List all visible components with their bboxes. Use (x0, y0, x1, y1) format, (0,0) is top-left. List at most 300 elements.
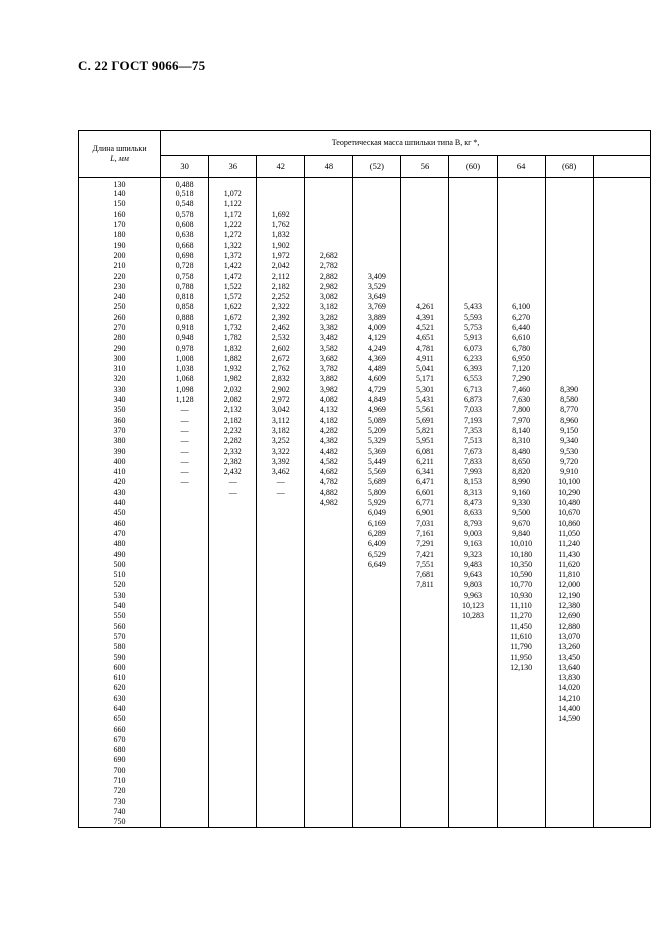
mass-cell (305, 724, 353, 734)
mass-cell: 8,313 (449, 488, 497, 498)
mass-cell: 1,172 (209, 210, 257, 220)
length-cell: 740 (79, 807, 161, 817)
table-row (79, 673, 651, 683)
length-cell: 370 (79, 426, 161, 436)
mass-cell (545, 220, 593, 230)
mass-cell (209, 673, 257, 683)
mass-cell (257, 683, 305, 693)
mass-cell (449, 663, 497, 673)
mass-cell: 6,440 (497, 323, 545, 333)
mass-cell (305, 199, 353, 209)
mass-cell: 2,182 (257, 282, 305, 292)
mass-cell: 4,521 (401, 323, 449, 333)
mass-cell: 1,038 (161, 364, 209, 374)
mass-cell (161, 663, 209, 673)
mass-cell (545, 178, 593, 190)
mass-cell (497, 745, 545, 755)
empty-cell (593, 261, 650, 271)
mass-cell: 7,291 (401, 539, 449, 549)
mass-cell: — (161, 405, 209, 415)
length-cell: 280 (79, 333, 161, 343)
mass-cell (353, 570, 401, 580)
mass-cell (305, 735, 353, 745)
empty-cell (593, 786, 650, 796)
empty-cell (593, 694, 650, 704)
mass-cell (449, 683, 497, 693)
mass-cell: 0,788 (161, 282, 209, 292)
mass-cell: 7,120 (497, 364, 545, 374)
empty-cell (593, 467, 650, 477)
mass-cell (161, 498, 209, 508)
mass-cell: 2,392 (257, 313, 305, 323)
mass-cell (545, 251, 593, 261)
mass-cell (353, 735, 401, 745)
mass-cell: 3,769 (353, 302, 401, 312)
mass-cell (161, 735, 209, 745)
mass-cell: 4,729 (353, 385, 401, 395)
mass-cell (497, 683, 545, 693)
mass-cell: 5,433 (449, 302, 497, 312)
length-column-header (79, 131, 161, 178)
mass-cell (257, 642, 305, 652)
table-row (79, 323, 651, 333)
mass-cell (305, 621, 353, 631)
mass-cell (353, 621, 401, 631)
table-row (79, 302, 651, 312)
mass-cell (305, 683, 353, 693)
length-cell: 300 (79, 354, 161, 364)
mass-cell: 1,272 (209, 230, 257, 240)
mass-cell: 9,340 (545, 436, 593, 446)
mass-cell (305, 663, 353, 673)
mass-cell (401, 735, 449, 745)
mass-cell: 3,462 (257, 467, 305, 477)
empty-cell (593, 313, 650, 323)
mass-cell (305, 178, 353, 190)
mass-cell (209, 745, 257, 755)
empty-cell (593, 704, 650, 714)
mass-cell: 4,009 (353, 323, 401, 333)
mass-cell: 6,270 (497, 313, 545, 323)
mass-cell (353, 251, 401, 261)
empty-cell (593, 364, 650, 374)
mass-cell (449, 755, 497, 765)
length-cell: 620 (79, 683, 161, 693)
length-header-line2: L, мм (110, 154, 129, 163)
mass-cell (545, 292, 593, 302)
mass-cell (449, 230, 497, 240)
length-cell: 390 (79, 446, 161, 456)
mass-cell: 6,873 (449, 395, 497, 405)
empty-cell (593, 560, 650, 570)
table-row (79, 240, 651, 250)
mass-cell (161, 529, 209, 539)
mass-cell (161, 580, 209, 590)
mass-cell (161, 642, 209, 652)
mass-cell: 9,530 (545, 446, 593, 456)
mass-cell: 2,782 (305, 261, 353, 271)
length-cell: 580 (79, 642, 161, 652)
mass-cell: 6,233 (449, 354, 497, 364)
mass-cell (353, 240, 401, 250)
mass-cell (353, 220, 401, 230)
mass-cell: 9,323 (449, 549, 497, 559)
mass-cell: 2,682 (305, 251, 353, 261)
mass-cell (209, 755, 257, 765)
length-cell: 530 (79, 591, 161, 601)
diameter-column-header: (68) (545, 156, 593, 178)
mass-cell (305, 755, 353, 765)
length-cell: 330 (79, 385, 161, 395)
mass-cell (161, 694, 209, 704)
mass-cell: 7,970 (497, 416, 545, 426)
length-cell: 700 (79, 766, 161, 776)
mass-cell: 9,803 (449, 580, 497, 590)
mass-cell (305, 539, 353, 549)
length-cell: 170 (79, 220, 161, 230)
mass-cell (209, 611, 257, 621)
length-cell: 610 (79, 673, 161, 683)
empty-cell (593, 714, 650, 724)
mass-cell (401, 807, 449, 817)
mass-cell (401, 632, 449, 642)
mass-cell: 5,041 (401, 364, 449, 374)
mass-cell (161, 817, 209, 827)
mass-cell (209, 580, 257, 590)
length-cell: 380 (79, 436, 161, 446)
mass-cell (545, 766, 593, 776)
empty-cell (593, 735, 650, 745)
mass-cell (209, 508, 257, 518)
mass-cell: 7,421 (401, 549, 449, 559)
mass-cell: 9,720 (545, 457, 593, 467)
table-row (79, 220, 651, 230)
mass-cell (353, 663, 401, 673)
length-cell: 470 (79, 529, 161, 539)
mass-cell: 1,882 (209, 354, 257, 364)
mass-cell: 2,672 (257, 354, 305, 364)
mass-cell (257, 652, 305, 662)
mass-cell (257, 755, 305, 765)
mass-cell: 2,112 (257, 271, 305, 281)
mass-cell (305, 549, 353, 559)
mass-cell: 4,781 (401, 343, 449, 353)
empty-cell (593, 724, 650, 734)
mass-cell (161, 755, 209, 765)
mass-cell (353, 580, 401, 590)
mass-cell: 4,261 (401, 302, 449, 312)
table-row (79, 797, 651, 807)
table-row (79, 446, 651, 456)
mass-group-header: Теоретическая масса шпильки типа В, кг *, (161, 131, 651, 156)
length-cell: 720 (79, 786, 161, 796)
mass-cell (353, 189, 401, 199)
mass-cell: 8,650 (497, 457, 545, 467)
empty-cell (593, 333, 650, 343)
empty-cell (593, 385, 650, 395)
mass-cell (449, 292, 497, 302)
mass-cell (209, 632, 257, 642)
table-row (79, 549, 651, 559)
mass-cell: 14,020 (545, 683, 593, 693)
mass-cell: 12,000 (545, 580, 593, 590)
mass-cell: 4,132 (305, 405, 353, 415)
empty-cell (593, 591, 650, 601)
diameter-column-header (593, 156, 650, 178)
mass-cell (209, 642, 257, 652)
mass-cell: 4,249 (353, 343, 401, 353)
mass-cell: 5,753 (449, 323, 497, 333)
mass-cell: — (161, 457, 209, 467)
mass-cell: 5,431 (401, 395, 449, 405)
length-cell: 400 (79, 457, 161, 467)
mass-cell: 4,982 (305, 498, 353, 508)
mass-cell: 3,112 (257, 416, 305, 426)
mass-cell (209, 652, 257, 662)
mass-cell: 13,260 (545, 642, 593, 652)
mass-cell (497, 189, 545, 199)
empty-cell (593, 395, 650, 405)
table-row (79, 374, 651, 384)
mass-cell: 7,630 (497, 395, 545, 405)
mass-cell (401, 786, 449, 796)
mass-cell (161, 786, 209, 796)
mass-cell (161, 766, 209, 776)
mass-cell (305, 220, 353, 230)
table-row (79, 395, 651, 405)
mass-cell (257, 704, 305, 714)
length-cell: 230 (79, 282, 161, 292)
mass-cell (161, 611, 209, 621)
length-cell: 420 (79, 477, 161, 487)
mass-cell (545, 189, 593, 199)
table-row (79, 488, 651, 498)
table-row (79, 364, 651, 374)
table-row (79, 230, 651, 240)
mass-cell (161, 714, 209, 724)
mass-cell: 6,211 (401, 457, 449, 467)
mass-cell: 5,089 (353, 416, 401, 426)
mass-cell: 0,728 (161, 261, 209, 271)
length-cell: 480 (79, 539, 161, 549)
empty-cell (593, 488, 650, 498)
mass-cell (449, 282, 497, 292)
mass-cell (545, 240, 593, 250)
mass-cell (449, 199, 497, 209)
table-row (79, 333, 651, 343)
mass-cell (401, 621, 449, 631)
mass-cell (401, 694, 449, 704)
mass-cell (257, 745, 305, 755)
length-cell: 520 (79, 580, 161, 590)
length-cell: 660 (79, 724, 161, 734)
mass-cell (497, 178, 545, 190)
mass-cell (161, 591, 209, 601)
mass-cell (545, 817, 593, 827)
empty-cell (593, 271, 650, 281)
mass-cell (497, 714, 545, 724)
mass-cell (257, 519, 305, 529)
mass-cell: 0,638 (161, 230, 209, 240)
mass-cell (401, 817, 449, 827)
mass-cell (545, 776, 593, 786)
table-row (79, 539, 651, 549)
mass-cell (209, 601, 257, 611)
length-cell: 160 (79, 210, 161, 220)
mass-cell: 3,982 (305, 385, 353, 395)
length-cell: 460 (79, 519, 161, 529)
mass-cell: 5,689 (353, 477, 401, 487)
mass-cell (305, 580, 353, 590)
mass-cell: 9,483 (449, 560, 497, 570)
mass-cell: 11,790 (497, 642, 545, 652)
length-cell: 210 (79, 261, 161, 271)
mass-cell: 2,032 (209, 385, 257, 395)
length-cell: 670 (79, 735, 161, 745)
mass-cell: — (161, 436, 209, 446)
mass-cell: 0,698 (161, 251, 209, 261)
mass-cell (353, 714, 401, 724)
mass-cell (305, 611, 353, 621)
mass-cell (401, 292, 449, 302)
mass-cell: 3,889 (353, 313, 401, 323)
table-row (79, 282, 651, 292)
mass-cell: 2,902 (257, 385, 305, 395)
mass-cell: 4,969 (353, 405, 401, 415)
empty-cell (593, 251, 650, 261)
mass-cell: 5,929 (353, 498, 401, 508)
mass-cell: — (257, 477, 305, 487)
mass-cell: 8,473 (449, 498, 497, 508)
mass-cell: 3,082 (305, 292, 353, 302)
mass-cell (545, 210, 593, 220)
mass-cell: 0,888 (161, 313, 209, 323)
mass-cell: 10,930 (497, 591, 545, 601)
mass-cell: 0,608 (161, 220, 209, 230)
mass-cell (305, 673, 353, 683)
mass-cell: 11,110 (497, 601, 545, 611)
mass-cell: 7,800 (497, 405, 545, 415)
diameter-column-header: 42 (257, 156, 305, 178)
mass-cell: 0,948 (161, 333, 209, 343)
mass-cell (497, 282, 545, 292)
empty-cell (593, 343, 650, 353)
mass-cell: 10,350 (497, 560, 545, 570)
length-cell: 650 (79, 714, 161, 724)
mass-cell: 2,232 (209, 426, 257, 436)
mass-cell: 10,283 (449, 611, 497, 621)
mass-cell (209, 797, 257, 807)
length-cell: 320 (79, 374, 161, 384)
mass-cell (401, 766, 449, 776)
mass-cell (401, 230, 449, 240)
mass-cell (497, 240, 545, 250)
mass-cell: 1,122 (209, 199, 257, 209)
mass-cell: 5,301 (401, 385, 449, 395)
table-row (79, 426, 651, 436)
mass-cell: 3,782 (305, 364, 353, 374)
mass-cell: 4,609 (353, 374, 401, 384)
mass-cell (449, 251, 497, 261)
mass-cell: 2,382 (209, 457, 257, 467)
table-row (79, 405, 651, 415)
empty-cell (593, 580, 650, 590)
mass-cell (401, 271, 449, 281)
mass-cell (401, 745, 449, 755)
mass-cell (257, 694, 305, 704)
mass-cell (305, 766, 353, 776)
mass-cell (545, 354, 593, 364)
mass-cell: 4,782 (305, 477, 353, 487)
mass-cell: 5,569 (353, 467, 401, 477)
table-row (79, 735, 651, 745)
mass-cell: 1,832 (257, 230, 305, 240)
mass-cell: 1,472 (209, 271, 257, 281)
empty-cell (593, 745, 650, 755)
mass-cell: 7,353 (449, 426, 497, 436)
mass-cell: 3,322 (257, 446, 305, 456)
mass-cell (545, 755, 593, 765)
mass-cell (449, 724, 497, 734)
mass-cell (545, 343, 593, 353)
stud-mass-table (78, 130, 651, 828)
mass-cell (257, 591, 305, 601)
mass-cell: 2,832 (257, 374, 305, 384)
mass-cell (545, 333, 593, 343)
mass-cell: 14,400 (545, 704, 593, 714)
mass-cell (449, 776, 497, 786)
mass-cell (545, 724, 593, 734)
mass-cell (353, 797, 401, 807)
mass-cell (209, 694, 257, 704)
mass-cell (257, 673, 305, 683)
table-row (79, 621, 651, 631)
mass-cell (497, 786, 545, 796)
table-row (79, 704, 651, 714)
mass-cell (497, 199, 545, 209)
mass-cell: 5,209 (353, 426, 401, 436)
mass-cell: 7,161 (401, 529, 449, 539)
mass-cell (353, 683, 401, 693)
empty-cell (593, 797, 650, 807)
mass-cell (449, 673, 497, 683)
length-cell: 410 (79, 467, 161, 477)
mass-cell: 1,762 (257, 220, 305, 230)
mass-cell: 4,911 (401, 354, 449, 364)
mass-cell: 8,960 (545, 416, 593, 426)
mass-cell: 13,640 (545, 663, 593, 673)
mass-cell (161, 673, 209, 683)
mass-cell (545, 313, 593, 323)
mass-cell (305, 652, 353, 662)
table-row (79, 570, 651, 580)
mass-cell (209, 178, 257, 190)
mass-cell: 13,070 (545, 632, 593, 642)
mass-cell: 4,582 (305, 457, 353, 467)
length-cell: 510 (79, 570, 161, 580)
length-cell: 350 (79, 405, 161, 415)
mass-cell (209, 714, 257, 724)
mass-cell: 7,811 (401, 580, 449, 590)
mass-cell (161, 539, 209, 549)
mass-cell: 10,290 (545, 488, 593, 498)
length-cell: 310 (79, 364, 161, 374)
mass-cell: 1,622 (209, 302, 257, 312)
mass-cell (257, 498, 305, 508)
mass-cell (353, 745, 401, 755)
mass-cell (305, 508, 353, 518)
mass-cell: 3,382 (305, 323, 353, 333)
